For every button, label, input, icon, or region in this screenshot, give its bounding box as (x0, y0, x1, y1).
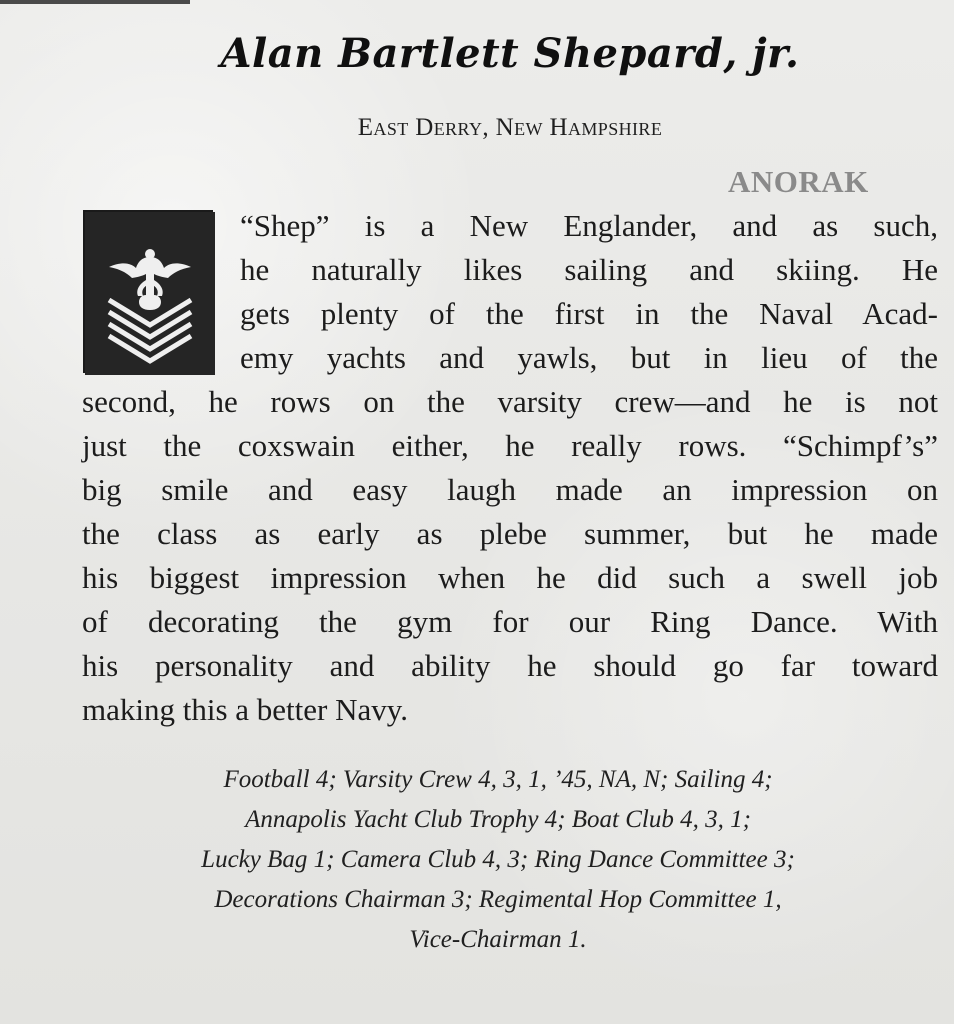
bio-line: the class as early as plebe summer, but he made (82, 516, 938, 551)
bio-line: second, he rows on the varsity crew—and he is not (82, 384, 938, 419)
bio-line: he naturally likes sailing and skiing. He (240, 252, 938, 287)
watermark-text: ANORAK (728, 164, 869, 199)
biography (82, 204, 938, 732)
bio-line: gets plenty of the first in the Naval Acad- (240, 296, 938, 331)
activity-line: Lucky Bag 1; Camera Club 4, 3; Ring Dance Committee 3; (201, 846, 795, 873)
bio-line: big smile and easy laugh made an impression on (82, 472, 938, 507)
activity-line: Annapolis Yacht Club Trophy 4; Boat Club 4, 3, 1; (245, 806, 751, 833)
bio-line: making this a better Navy. (82, 692, 408, 727)
top-corner-mark (0, 0, 190, 4)
bio-line: his biggest impression when he did such a swell job (82, 560, 938, 595)
hometown: East Derry, New Hampshire (357, 114, 663, 141)
bio-line: emy yachts and yawls, but in lieu of the (240, 340, 938, 375)
activities (108, 760, 888, 960)
activity-line: Decorations Chairman 3; Regimental Hop Committee 1, (214, 886, 782, 913)
bio-line: of decorating the gym for our Ring Dance. With (82, 604, 938, 639)
bio-line: “Shep” is a New Englander, and as such, (240, 208, 938, 243)
bio-line: his personality and ability he should go far toward (82, 648, 938, 683)
student-name: Alan Bartlett Shepard, jr. (220, 30, 800, 77)
activity-line: Vice-Chairman 1. (409, 926, 587, 953)
bio-line: just the coxswain either, he really rows. “Schimpf’s” (82, 428, 938, 463)
activity-line: Football 4; Varsity Crew 4, 3, 1, ’45, NA, N; Sailing 4; (223, 766, 773, 793)
